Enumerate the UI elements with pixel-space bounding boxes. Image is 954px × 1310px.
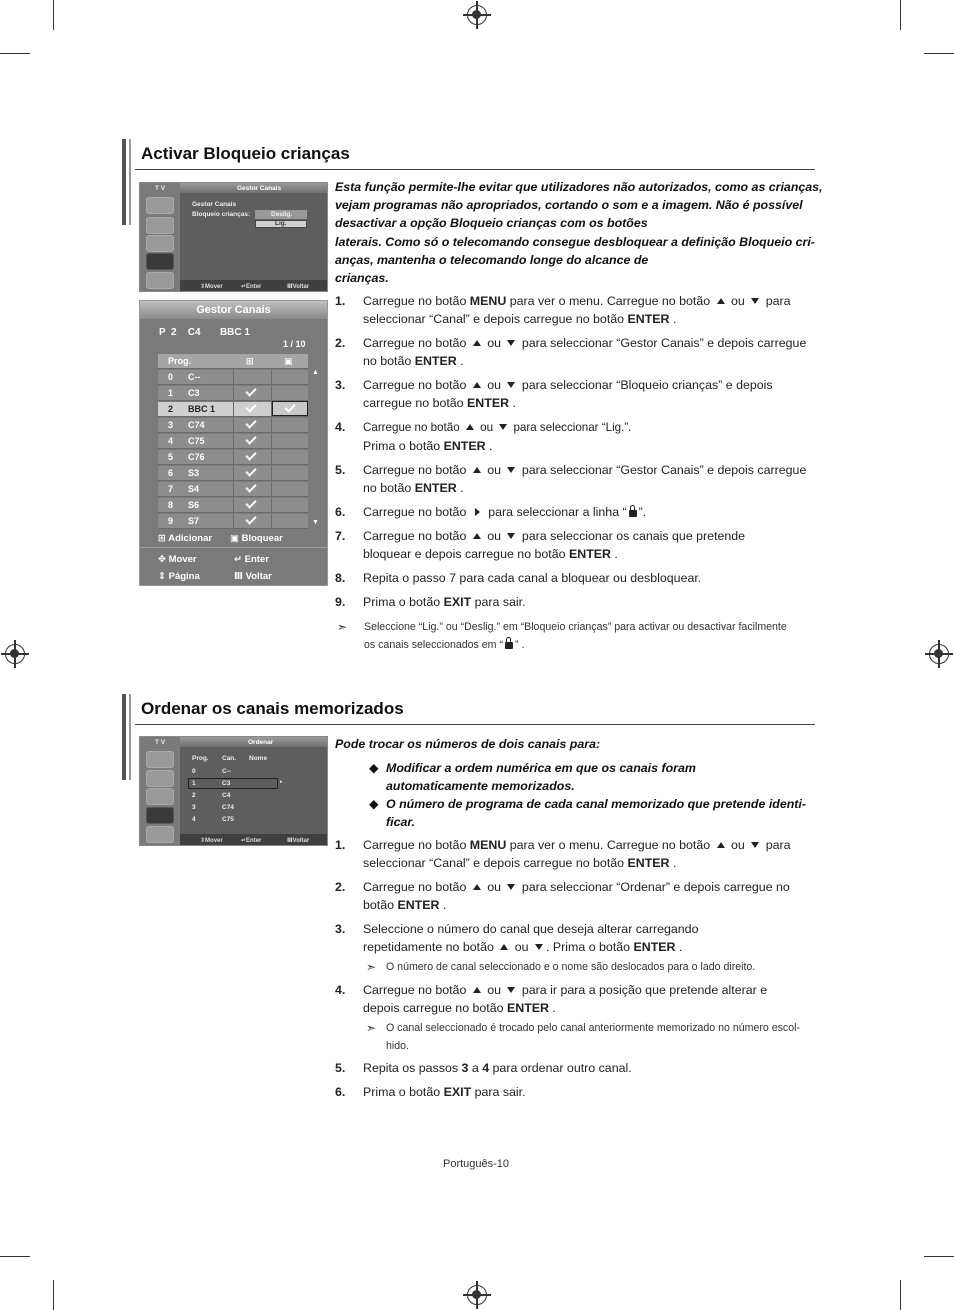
column-can: Can. bbox=[222, 755, 237, 762]
check-icon bbox=[245, 449, 256, 460]
channel-number: 6 bbox=[168, 468, 174, 478]
up-arrow-icon bbox=[500, 944, 508, 950]
option-lig: Lig. bbox=[275, 220, 287, 227]
lock-icon bbox=[505, 642, 513, 649]
channel-info: P 2 C4 BBC 1 bbox=[159, 327, 250, 338]
table-row[interactable] bbox=[158, 370, 308, 385]
menu-item-gestor-canais: Gestor Canais bbox=[192, 201, 237, 208]
channel-number: 4 bbox=[168, 436, 174, 446]
channel-number: 8 bbox=[168, 500, 174, 510]
prog-number: 0 bbox=[192, 768, 196, 775]
registration-mark-icon bbox=[929, 644, 949, 664]
crop-mark bbox=[900, 1280, 901, 1310]
down-arrow-icon bbox=[507, 987, 515, 993]
note-arrow-icon: ➣ bbox=[366, 960, 377, 974]
up-arrow-icon bbox=[473, 884, 481, 890]
check-icon bbox=[245, 385, 256, 396]
crop-mark bbox=[924, 53, 954, 54]
step-1: 1. Carregue no botão MENU para ver o menu. Carregue no botão ou para seleccionar “Canal” e depois carregue no botão ENTER . bbox=[335, 838, 791, 871]
lock-hint: ▣ Bloquear bbox=[230, 533, 283, 544]
page-hint: ⇕ Página bbox=[158, 571, 200, 582]
tv-label: T V bbox=[155, 739, 166, 746]
section-bar bbox=[129, 139, 131, 225]
page-footer: Português-10 bbox=[443, 1158, 510, 1170]
channel-name: BBC 1 bbox=[188, 404, 216, 414]
table-row[interactable] bbox=[158, 498, 308, 513]
lock-icon: ▣ bbox=[284, 356, 293, 366]
crop-mark bbox=[53, 1280, 54, 1310]
scroll-up-icon[interactable]: ▲ bbox=[312, 369, 319, 376]
move-hint: ⇕Mover bbox=[200, 838, 223, 844]
table-row[interactable] bbox=[158, 466, 308, 481]
enter-hint: ↵Enter bbox=[241, 284, 262, 290]
section-title: Activar Bloqueio crianças bbox=[141, 144, 350, 163]
crop-mark bbox=[0, 1256, 30, 1257]
tv-menu-screen: T V Gestor Canais Gestor Canais Bloqueio crianças : Deslig. Lig. ⇕Mover ↵Enter ⅢVoltar bbox=[139, 182, 328, 292]
check-icon bbox=[245, 497, 256, 508]
down-arrow-icon bbox=[507, 340, 515, 346]
step-5: 5. Repita os passos 3 a 4 para ordenar outro canal. bbox=[335, 1061, 632, 1075]
step-3: 3. Seleccione o número do canal que deseja alterar carregando repetidamente no botão ou . Prima o botão ENTER . bbox=[335, 922, 699, 955]
channel-name: C3 bbox=[222, 780, 231, 787]
step-8: 8. Repita o passo 7 para cada canal a bloquear ou desbloquear. bbox=[335, 571, 702, 585]
up-arrow-icon bbox=[473, 533, 481, 539]
right-arrow-icon: ▸ bbox=[280, 779, 283, 785]
channel-number: 7 bbox=[168, 484, 174, 494]
back-hint: ⅢVoltar bbox=[287, 838, 310, 844]
table-row[interactable] bbox=[158, 402, 308, 417]
add-hint: ⊞ Adicionar bbox=[158, 533, 213, 544]
up-arrow-icon bbox=[473, 987, 481, 993]
screen-title: Gestor Canais bbox=[140, 301, 327, 319]
channel-icon bbox=[146, 235, 174, 252]
step-7: 7. Carregue no botão ou para seleccionar os canais que pretende bloquear e depois carregue no botão ENTER . bbox=[335, 529, 746, 562]
up-arrow-icon bbox=[473, 340, 481, 346]
gestor-canais-screen bbox=[139, 300, 328, 586]
channel-name: C76 bbox=[188, 452, 205, 462]
channel-name: C74 bbox=[188, 420, 205, 430]
crop-mark bbox=[0, 53, 30, 54]
tv-ordenar-screen bbox=[139, 736, 328, 846]
channel-number: 0 bbox=[168, 372, 174, 382]
channel-name: C74 bbox=[222, 804, 234, 811]
menu-header: Ordenar bbox=[248, 739, 274, 746]
section-divider bbox=[135, 724, 815, 725]
prog-number: 3 bbox=[192, 804, 196, 811]
check-icon bbox=[245, 481, 256, 492]
prog-number: 2 bbox=[192, 792, 196, 799]
section1-intro: Esta função permite-lhe evitar que utilizadores não autorizados, como as crianças, vejam programas não apropriados, cortando o som e a imagem. Não é possível desactivar a opção Bloqueio crianças com os botões laterais. Como só o telecomando consegue desbloquear a definição Bloqueio cri- anças, mantenha o telecomando longe do alcance de crianças. bbox=[335, 180, 823, 286]
back-hint: ⅢVoltar bbox=[287, 284, 310, 290]
channel-name: C4 bbox=[222, 792, 231, 799]
channel-name: S3 bbox=[188, 468, 200, 478]
list-item[interactable] bbox=[180, 815, 280, 825]
section-bar bbox=[122, 694, 126, 780]
step-2: 2. Carregue no botão ou para seleccionar “Gestor Canais” e depois carregue no botão ENTER . bbox=[335, 336, 807, 369]
channel-name: C-- bbox=[188, 372, 201, 382]
add-icon: ⊞ bbox=[246, 356, 254, 366]
step-4: 4. Carregue no botão ou para ir para a posição que pretende alterar e depois carregue no botão ENTER . bbox=[335, 983, 768, 1016]
list-item[interactable] bbox=[180, 767, 280, 777]
registration-mark-icon bbox=[467, 1285, 487, 1305]
right-arrow-icon bbox=[475, 508, 480, 516]
up-arrow-icon bbox=[717, 842, 725, 848]
selection-box bbox=[188, 778, 278, 789]
down-arrow-icon bbox=[507, 884, 515, 890]
note-arrow-icon: ➣ bbox=[366, 1021, 377, 1035]
section-bar bbox=[122, 139, 126, 225]
option-deslig: Deslig. bbox=[271, 211, 293, 218]
channel-number: 2 bbox=[168, 404, 174, 414]
section2-intro: Pode trocar os números de dois canais para: bbox=[335, 737, 601, 751]
setup-icon bbox=[146, 253, 174, 270]
diamond-icon: ◆ bbox=[369, 797, 379, 811]
back-hint: Ⅲ Voltar bbox=[234, 571, 272, 582]
up-arrow-icon bbox=[717, 298, 725, 304]
down-arrow-icon bbox=[535, 944, 543, 950]
lock-check-icon bbox=[284, 401, 295, 412]
channel-number: 1 bbox=[168, 388, 174, 398]
down-arrow-icon bbox=[507, 467, 515, 473]
table-row[interactable] bbox=[158, 434, 308, 449]
check-icon bbox=[245, 401, 256, 412]
table-row[interactable] bbox=[158, 386, 308, 401]
input-icon bbox=[146, 826, 174, 843]
check-icon bbox=[245, 513, 256, 524]
list-item[interactable] bbox=[180, 803, 280, 813]
check-icon bbox=[245, 433, 256, 444]
page-indicator: 1 / 10 bbox=[283, 339, 306, 349]
check-icon bbox=[245, 417, 256, 428]
channel-number: 9 bbox=[168, 516, 174, 526]
menu-item-bloqueio: Bloqueio crianças bbox=[192, 211, 248, 218]
picture-icon bbox=[146, 197, 174, 214]
down-arrow-icon bbox=[507, 382, 515, 388]
up-arrow-icon bbox=[473, 382, 481, 388]
step-4: 4. Carregue no botão ou para seleccionar “Lig.”. Prima o botão ENTER . bbox=[335, 420, 632, 454]
menu-header: Gestor Canais bbox=[237, 185, 282, 192]
column-prog: Prog. bbox=[192, 755, 209, 762]
down-arrow-icon bbox=[751, 842, 759, 848]
prog-number: 4 bbox=[192, 816, 196, 823]
move-hint: ✥ Mover bbox=[158, 554, 197, 565]
down-arrow-icon bbox=[499, 424, 507, 430]
note-arrow-icon: ➣ bbox=[337, 620, 348, 634]
step-6: 6. Carregue no botão para seleccionar a linha “ ”. bbox=[335, 505, 647, 519]
registration-mark-icon bbox=[467, 5, 487, 25]
table-row[interactable] bbox=[158, 482, 308, 497]
check-icon bbox=[245, 465, 256, 476]
up-arrow-icon bbox=[473, 467, 481, 473]
step-3: 3. Carregue no botão ou para seleccionar “Bloqueio crianças” e depois carregue no botão ENTER . bbox=[335, 378, 773, 411]
crop-mark bbox=[900, 0, 901, 30]
crop-mark bbox=[53, 0, 54, 30]
channel-name: C75 bbox=[222, 816, 234, 823]
channel-name: C75 bbox=[188, 436, 205, 446]
enter-hint: ↵Enter bbox=[241, 838, 262, 844]
step-2: 2. Carregue no botão ou para seleccionar “Ordenar” e depois carregue no botão ENTER . bbox=[335, 880, 790, 913]
input-icon bbox=[146, 272, 174, 289]
lock-icon bbox=[629, 510, 637, 517]
step-6: 6. Prima o botão EXIT para sair. bbox=[335, 1085, 526, 1099]
list-item[interactable] bbox=[180, 791, 280, 801]
section-bar bbox=[129, 694, 131, 780]
scroll-down-icon[interactable]: ▼ bbox=[312, 519, 319, 526]
down-arrow-icon bbox=[751, 298, 759, 304]
step4-note: ➣ O canal seleccionado é trocado pelo canal anteriormente memorizado no número escol- hido. bbox=[366, 1021, 800, 1052]
channel-name: S7 bbox=[188, 516, 200, 526]
up-arrow-icon bbox=[466, 424, 474, 430]
step-1: 1. Carregue no botão MENU para ver o menu. Carregue no botão ou para seleccionar “Canal” e depois carregue no botão ENTER . bbox=[335, 294, 791, 327]
crop-mark bbox=[924, 1256, 954, 1257]
table-row[interactable] bbox=[158, 450, 308, 465]
channel-name: C-- bbox=[222, 768, 232, 775]
bullet-2: ◆ O número de programa de cada canal memorizado que pretende identi- ficar. bbox=[369, 797, 806, 830]
channel-name: S6 bbox=[188, 500, 200, 510]
channel-name: C3 bbox=[188, 388, 200, 398]
section-divider bbox=[135, 169, 815, 170]
channel-number: 5 bbox=[168, 452, 174, 462]
table-row[interactable] bbox=[158, 514, 308, 529]
step-9: 9. Prima o botão EXIT para sair. bbox=[335, 595, 526, 609]
table-row[interactable] bbox=[158, 418, 308, 433]
move-hint: ⇕Mover bbox=[200, 284, 223, 290]
picture-icon bbox=[146, 751, 174, 768]
registration-mark-icon bbox=[5, 644, 25, 664]
diamond-icon: ◆ bbox=[369, 761, 379, 775]
step-5: 5. Carregue no botão ou para seleccionar “Gestor Canais” e depois carregue no botão ENTER . bbox=[335, 463, 807, 496]
channel-number: 3 bbox=[168, 420, 174, 430]
sound-icon bbox=[146, 770, 174, 787]
enter-hint: ↵ Enter bbox=[234, 554, 269, 565]
sound-icon bbox=[146, 217, 174, 234]
channel-icon bbox=[146, 788, 174, 805]
section1-note: ➣ Seleccione “Lig.” ou “Deslig.” em “Bloqueio crianças” para activar ou desactivar facilmente os canais seleccionados em “ ” . bbox=[337, 620, 787, 651]
channel-name: S4 bbox=[188, 484, 200, 494]
bullet-1: ◆ Modificar a ordem numérica em que os canais foram automaticamente memorizados. bbox=[369, 761, 696, 794]
column-nome: Nome bbox=[249, 755, 268, 762]
prog-number: 1 bbox=[192, 780, 196, 787]
section-title: Ordenar os canais memorizados bbox=[141, 699, 404, 718]
setup-icon bbox=[146, 807, 174, 824]
step3-note: ➣ O número de canal seleccionado e o nome são deslocados para o lado direito. bbox=[366, 959, 816, 977]
down-arrow-icon bbox=[507, 533, 515, 539]
column-prog: Prog. bbox=[168, 356, 192, 366]
tv-label: T V bbox=[155, 185, 166, 192]
